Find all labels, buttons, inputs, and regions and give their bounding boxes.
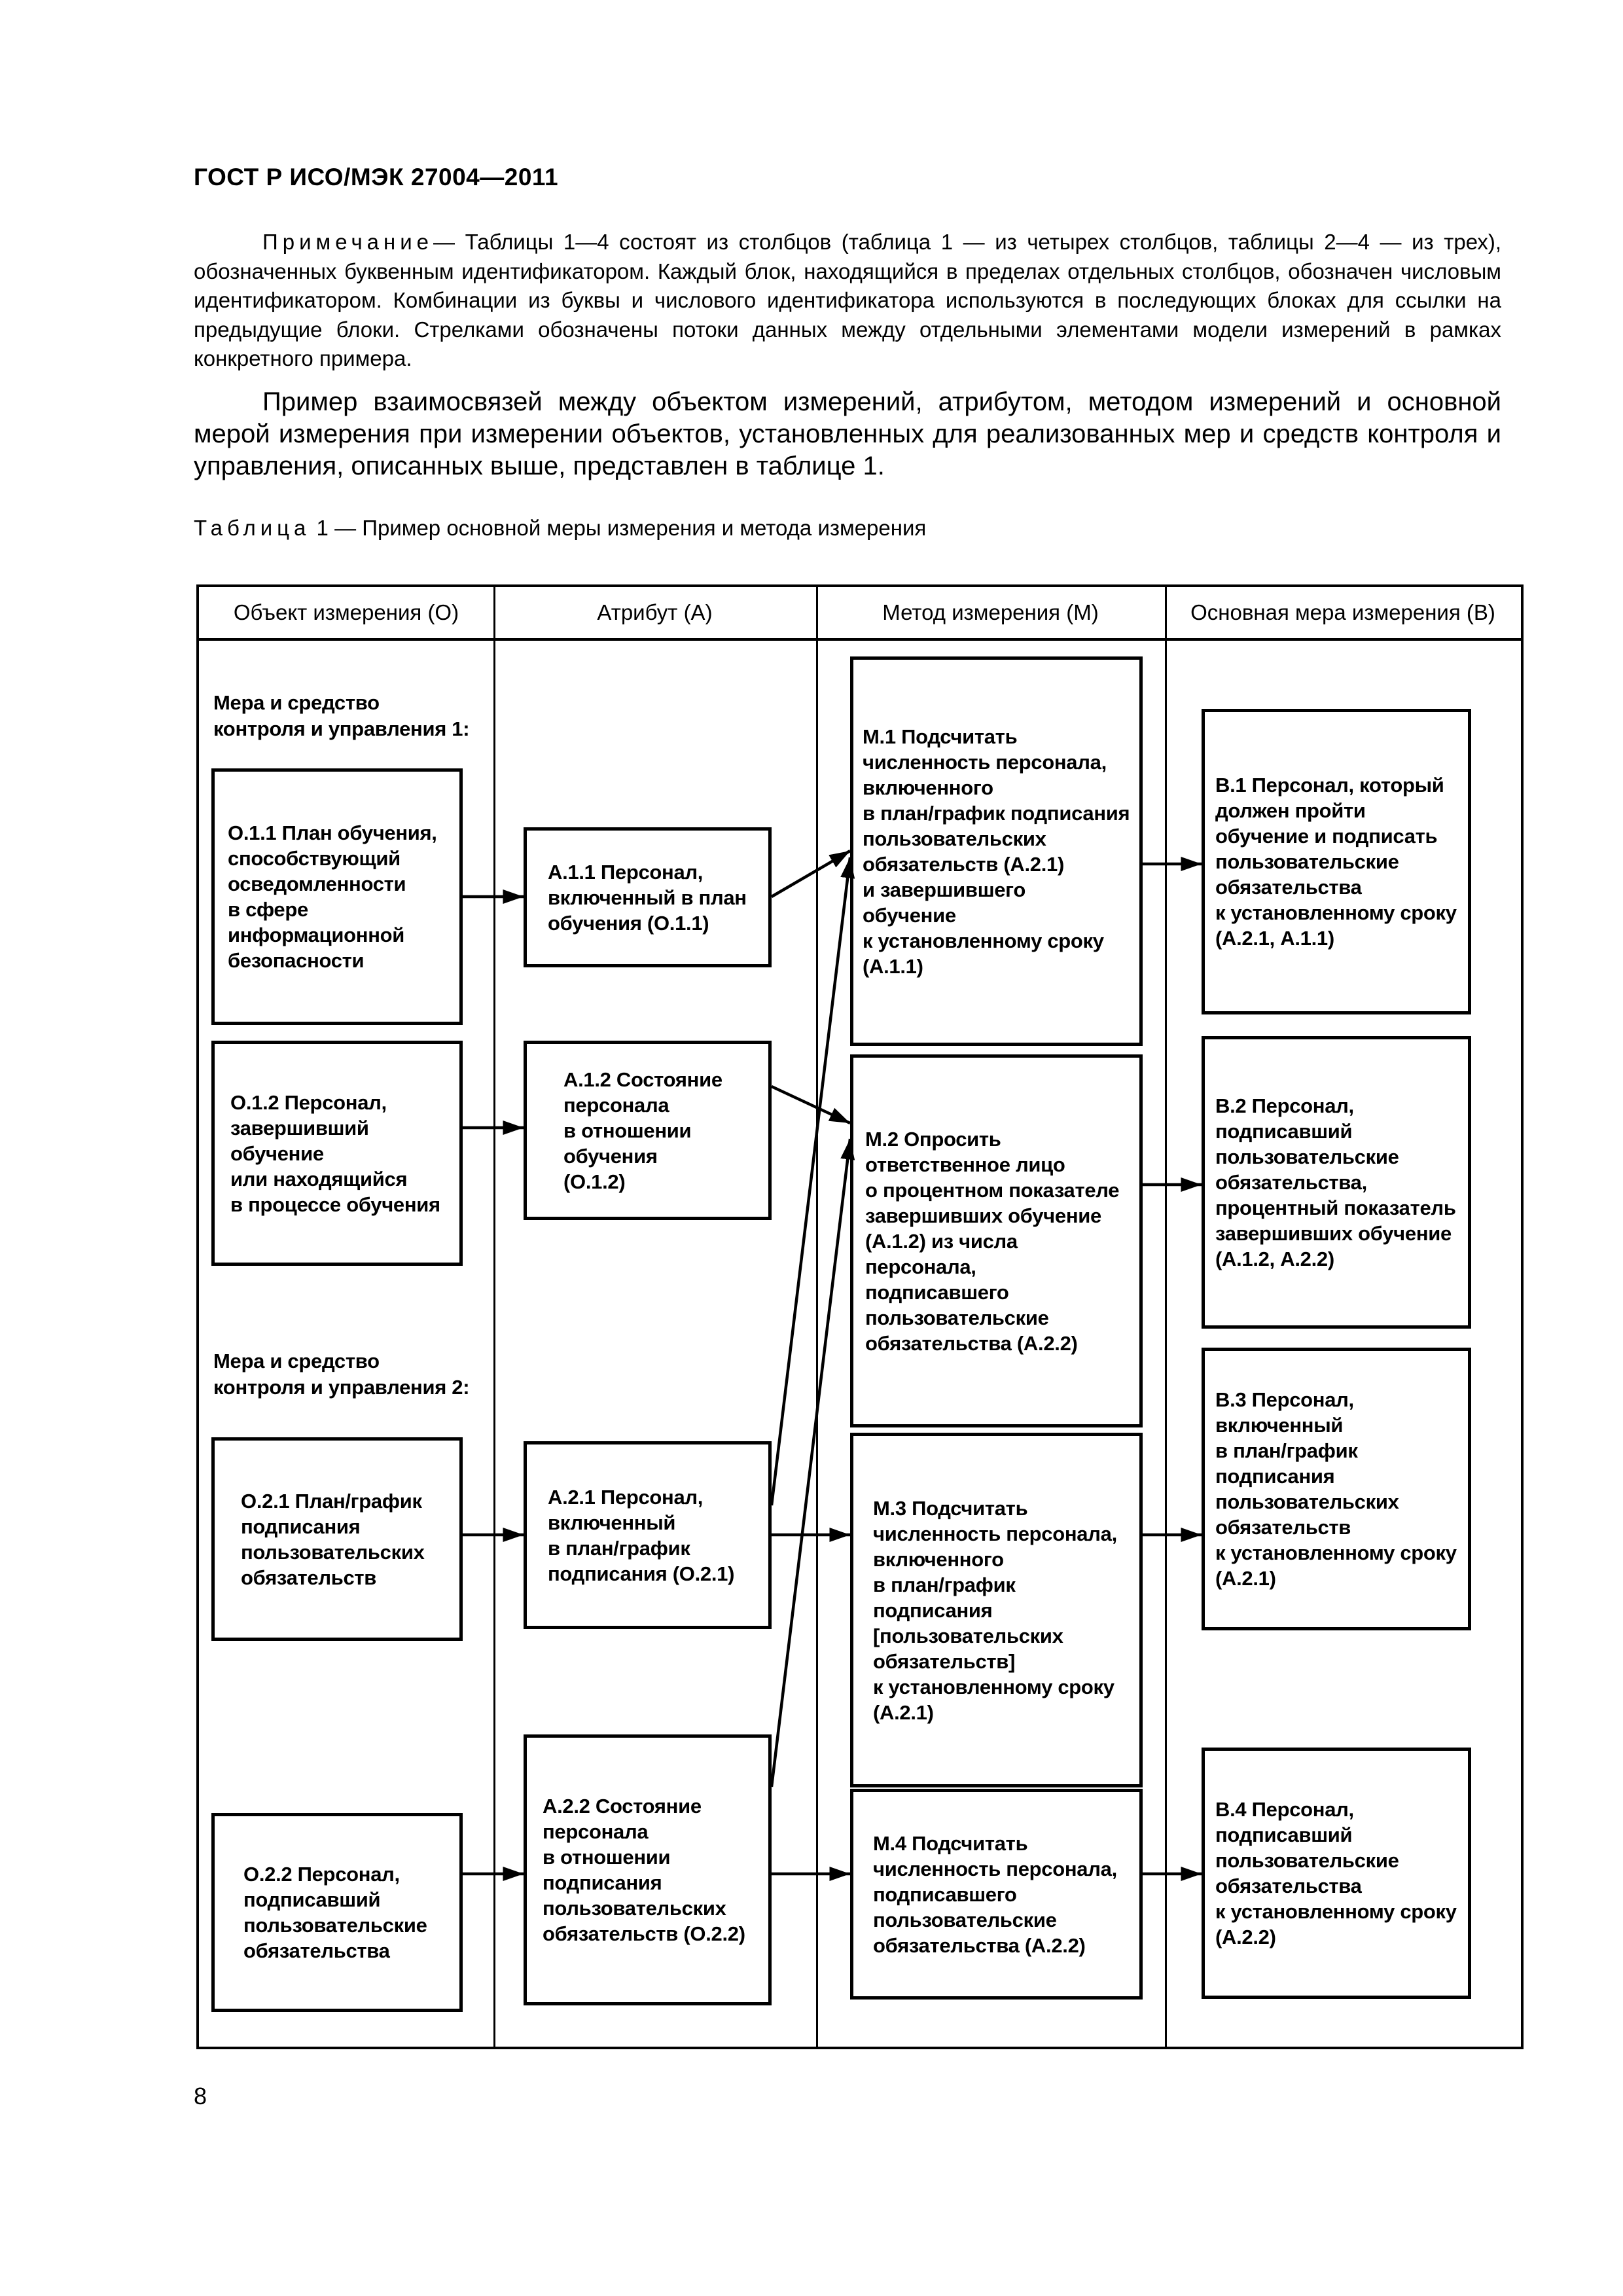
- object-text: О.2.1 План/график подписания пользовательских обязательств: [241, 1489, 425, 1589]
- measure-text: В.4 Персонал, подписавший пользовательские обязательства к установленному сроку (А.2.2): [1215, 1798, 1457, 1948]
- body-paragraph-text: Пример взаимосвязей между объектом измерений, атрибутом, методом измерений и основной мерой измерения при измерении объектов, установленных для реализованных мер и средств контроля и управления, описанных выше, представлен в таблице 1.: [194, 387, 1501, 480]
- method-text: М.2 Опросить ответственное лицо о процентном показателе завершивших обучение (А.1.2) из числа персонала, подписавшего пользовательские обязательства (А.2.2): [865, 1127, 1120, 1355]
- arrow-a11-m1: [772, 851, 850, 897]
- method-text: М.4 Подсчитать численность персонала, подписавшего пользовательские обязательства (А.2.2): [873, 1831, 1117, 1957]
- header-method: Метод измерения (М): [882, 600, 1099, 624]
- arrow-a12-m2: [772, 1086, 850, 1123]
- measure-text: В.1 Персонал, который должен пройти обучение и подписать пользовательские обязательства к установленному сроку (А.2.1, А.1.1): [1215, 774, 1457, 950]
- measure-text: В.2 Персонал, подписавший пользовательские обязательства, процентный показатель завершивших обучение (А.1.2, А.2.2): [1215, 1094, 1456, 1270]
- note-text: — Таблицы 1—4 состоят из столбцов (таблица 1 — из четырех столбцов, таблицы 2—4 — из трех), обозначенных буквенным идентификатором. Каждый блок, находящийся в пределах отдельных столбцов, обозначен числовым идентификатором. Комбинации из буквы и числового идентификатора используются в последующих блоках для ссылки на предыдущие блоки. Стрелками обозначены потоки данных между отдельными элементами модели измерений в рамках конкретного примера.: [194, 230, 1501, 370]
- method-text: М.1 Подсчитать численность персонала, включенного в план/график подписания пользовательских обязательств (А.2.1) и завершившего обучение к установленному сроку (А.1.1): [863, 725, 1130, 978]
- group-label-control-2: Мера и средство контроля и управления 2:: [213, 1350, 470, 1399]
- table-caption-label: Таблица: [194, 516, 311, 540]
- table-caption-text: 1 — Пример основной меры измерения и метода измерения: [310, 516, 927, 540]
- group-label-control-1: Мера и средство контроля и управления 1:: [213, 691, 470, 740]
- arrow-a21-m1: [772, 857, 850, 1505]
- measure-text: В.3 Персонал, включенный в план/график подписания пользовательских обязательств к установленному сроку (А.2.1): [1215, 1388, 1457, 1590]
- attribute-text: А.1.2 Состояние персонала в отношении обучения (О.1.2): [563, 1067, 722, 1193]
- attribute-text: А.2.1 Персонал, включенный в план/график подписания (О.2.1): [548, 1485, 735, 1585]
- arrow-a22-m2: [772, 1139, 850, 1787]
- page-number: 8: [194, 2083, 207, 2109]
- header-attribute: Атрибут (А): [597, 600, 713, 624]
- object-text: О.2.2 Персонал, подписавший пользовательские обязательства: [243, 1863, 427, 1962]
- attribute-text: А.1.1 Персонал, включенный в план обучения (О.1.1): [548, 860, 747, 935]
- note-label: Примечание: [262, 230, 434, 254]
- header-object: Объект измерения (О): [233, 600, 459, 624]
- attribute-text: А.2.2 Состояние персонала в отношении подписания пользовательских обязательств (О.2.2): [543, 1795, 745, 1945]
- document-header: ГОСТ Р ИСО/МЭК 27004—2011: [194, 164, 559, 190]
- method-text: М.3 Подсчитать численность персонала, включенного в план/график подписания [пользовательских обязательств] к установленному сроку (А.2.1): [873, 1496, 1117, 1724]
- header-measure: Основная мера измерения (В): [1190, 600, 1495, 624]
- object-text: О.1.1 План обучения, способствующий осведомленности в сфере информационной безопасности: [228, 821, 437, 972]
- object-text: О.1.2 Персонал, завершивший обучение или находящийся в процессе обучения: [230, 1090, 440, 1216]
